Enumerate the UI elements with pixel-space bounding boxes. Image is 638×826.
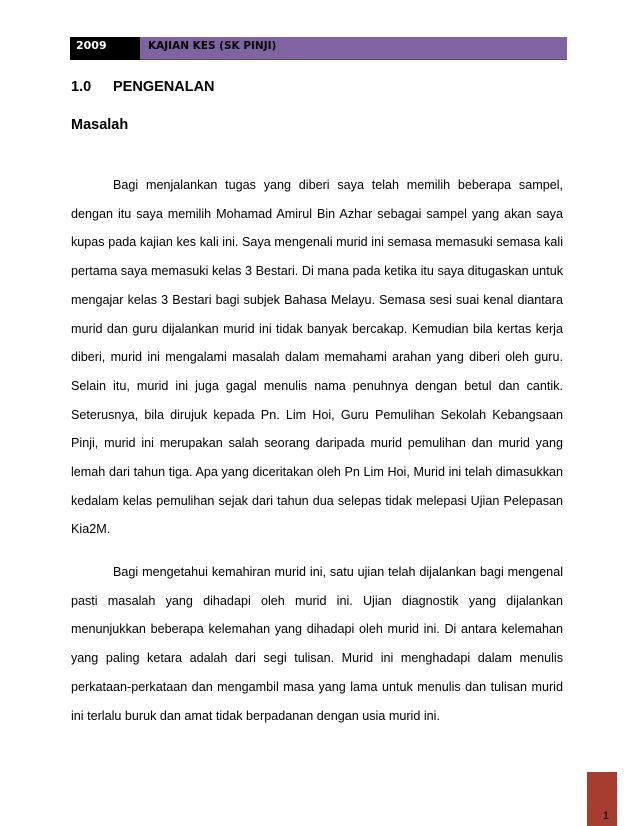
section-heading	[71, 79, 215, 95]
page-number: 1	[602, 810, 609, 822]
paragraph-1: Bagi menjalankan tugas yang diberi saya telah memilih beberapa sampel, dengan itu saya memilih Mohamad Amirul Bin Azhar sebagai sampel yang akan saya kupas pada kajian kes kali ini. Saya mengenali murid ini semasa memasuki semasa kali pertama saya memasuki kelas 3 Bestari. Di mana pada ketika itu saya ditugaskan untuk mengajar kelas 3 Bestari bagi subjek Bahasa Melayu. Semasa sesi suai kenal diantara murid dan guru dijalankan murid ini tidak banyak bercakap. Kemudian bila kertas kerja diberi, murid ini mengalami masalah dalam memahami arahan yang diberi oleh guru. Selain itu, murid ini juga gagal menulis nama penuhnya dengan betul dan cantik. Seterusnya, bila dirujuk kepada Pn. Lim Hoi, Guru Pemulihan Sekolah Kebangsaan Pinji, murid ini merupakan salah seorang daripada murid pemulihan dan murid yang lemah dari tahun tiga. Apa yang diceritakan oleh Pn Lim Hoi, Murid ini telah dimasukkan kedalam kelas pemulihan sejak dari tahun dua selepas tidak melepasi Ujian Pelepasan Kia2M.	[71, 178, 563, 537]
section-title: PENGENALAN	[113, 79, 215, 95]
page-header	[70, 37, 567, 60]
subheading: Masalah	[71, 117, 129, 133]
paragraph-2: Bagi mengetahui kemahiran murid ini, satu ujian telah dijalankan bagi mengenal pasti masalah yang dihadapi oleh murid ini. Ujian diagnostik yang dijalankan menunjukkan beberapa kelemahan yang dihadapi oleh murid ini. Di antara kelemahan yang paling ketara adalah dari segi tulisan. Murid ini menghadapi dalam menulis perkataan-perkataan dan mengambil masa yang lama untuk menulis dan tulisan murid ini terlalu buruk dan amat tidak berpadanan dengan usia murid ini.	[71, 565, 563, 723]
header-title: KAJIAN KES (SK PINJI)	[140, 37, 567, 60]
header-year: 2009	[70, 37, 140, 60]
page-number-tab	[587, 772, 617, 826]
section-number: 1.0	[71, 79, 92, 95]
